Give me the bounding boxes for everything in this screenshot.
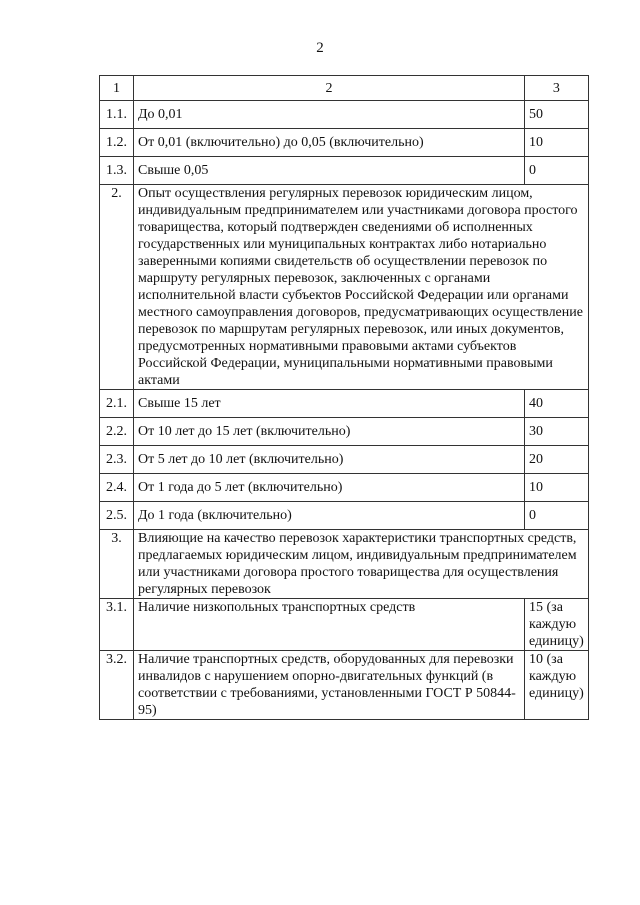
row-number: 1.3. — [100, 157, 134, 185]
row-value: 10 — [525, 129, 589, 157]
row-value: 20 — [525, 446, 589, 474]
table-row — [100, 446, 589, 474]
row-description: Свыше 15 лет — [134, 390, 525, 418]
row-number: 3.2. — [100, 651, 134, 720]
row-description: Наличие низкопольных транспортных средств — [134, 599, 525, 651]
header-col-3: 3 — [525, 76, 589, 101]
row-description: Влияющие на качество перевозок характеристики транспортных средств, предлагаемых юридическим лицом, индивидуальным предпринимателем или участниками договора простого товарищества для осуществления регулярных перевозок — [134, 530, 589, 599]
row-number: 3. — [100, 530, 134, 599]
header-col-1: 1 — [100, 76, 134, 101]
table-row — [100, 390, 589, 418]
row-number: 1.2. — [100, 129, 134, 157]
row-number: 2. — [100, 185, 134, 390]
row-description: От 1 года до 5 лет (включительно) — [134, 474, 525, 502]
row-number: 2.2. — [100, 418, 134, 446]
row-description: Опыт осуществления регулярных перевозок юридическим лицом, индивидуальным предпринимателем или участниками договора простого товарищества, который подтвержден сведениями об исполненных государственных или муниципальных контрактах либо нотариально заверенными копиями свидетельств об осуществлении перевозок по маршруту регулярных перевозок, заключенных с органами исполнительной власти субъектов Российской Федерации или органами местного самоуправления договоров, предусматривающих осуществление перевозок по маршрутам регулярных перевозок, или иных документов, предусмотренных нормативными правовыми актами субъектов Российской Федерации, муниципальными нормативными правовыми актами — [134, 185, 589, 390]
row-number: 2.3. — [100, 446, 134, 474]
table-section-row — [100, 530, 589, 599]
header-col-2: 2 — [134, 76, 525, 101]
page-number: 2 — [316, 40, 324, 56]
table-row — [100, 418, 589, 446]
row-number: 2.5. — [100, 502, 134, 530]
row-value: 10 (за каждую единицу) — [525, 651, 589, 720]
table-header-row — [100, 76, 589, 101]
row-value: 30 — [525, 418, 589, 446]
row-value: 40 — [525, 390, 589, 418]
row-description: От 5 лет до 10 лет (включительно) — [134, 446, 525, 474]
table-row — [100, 502, 589, 530]
row-description: Наличие транспортных средств, оборудованных для перевозки инвалидов с нарушением опорно-двигательных функций (в соответствии с требованиями, установленными ГОСТ Р 50844-95) — [134, 651, 525, 720]
row-description: Свыше 0,05 — [134, 157, 525, 185]
table-row — [100, 651, 589, 720]
table-row — [100, 129, 589, 157]
row-number: 2.1. — [100, 390, 134, 418]
row-description: От 10 лет до 15 лет (включительно) — [134, 418, 525, 446]
row-value: 0 — [525, 157, 589, 185]
row-value: 0 — [525, 502, 589, 530]
row-description: От 0,01 (включительно) до 0,05 (включительно) — [134, 129, 525, 157]
table-row — [100, 474, 589, 502]
row-number: 2.4. — [100, 474, 134, 502]
table-row — [100, 101, 589, 129]
row-value: 50 — [525, 101, 589, 129]
table-section-row — [100, 185, 589, 390]
criteria-table — [99, 75, 589, 720]
row-number: 1.1. — [100, 101, 134, 129]
table-row — [100, 599, 589, 651]
row-description: До 0,01 — [134, 101, 525, 129]
row-description: До 1 года (включительно) — [134, 502, 525, 530]
table-row — [100, 157, 589, 185]
row-value: 15 (за каждую единицу) — [525, 599, 589, 651]
row-number: 3.1. — [100, 599, 134, 651]
row-value: 10 — [525, 474, 589, 502]
